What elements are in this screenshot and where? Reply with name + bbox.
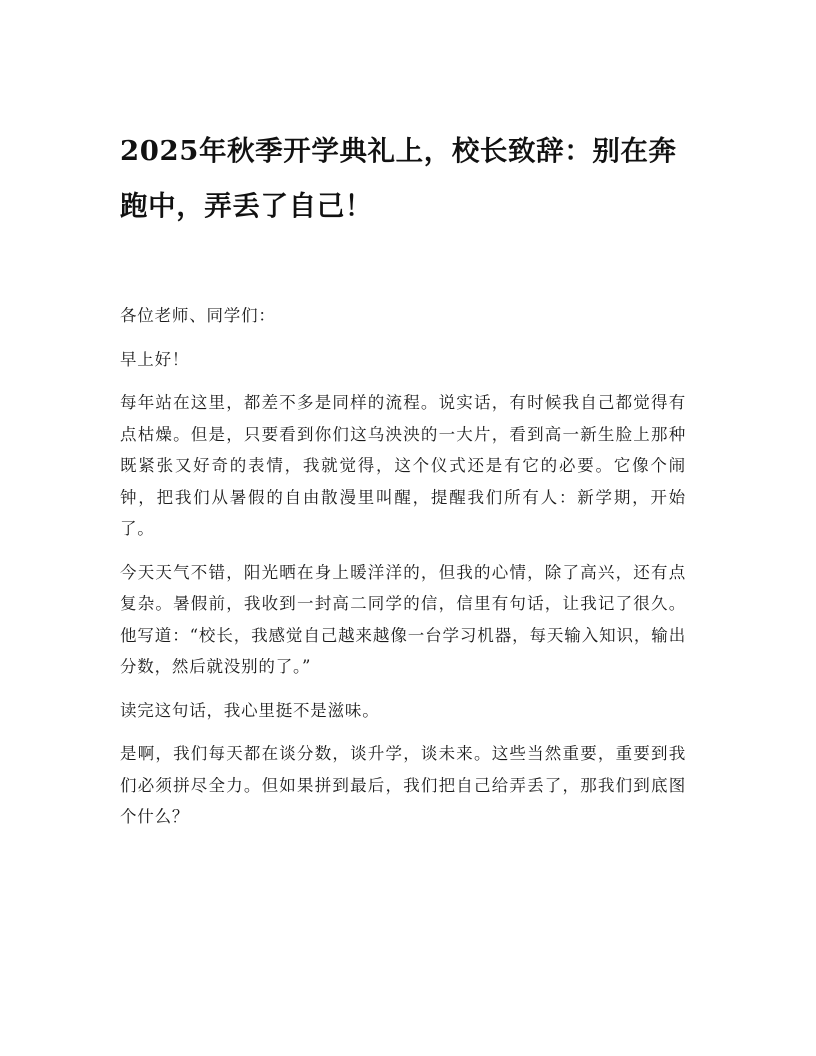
salutation: 各位老师、同学们：: [120, 306, 276, 325]
body-paragraph: 是啊，我们每天都在谈分数，谈升学，谈未来。这些当然重要，重要到我们必须拼尽全力。但如果拼到最后，我们把自己给弄丢了，那我们到底图个什么？: [120, 744, 686, 826]
document-body: [120, 300, 686, 845]
document-title: 2025年秋季开学典礼上，校长致辞：别在奔跑中，弄丢了自己！: [120, 135, 677, 222]
greeting: 早上好！: [120, 349, 190, 369]
body-paragraph: 每年站在这里，都差不多是同样的流程。说实话，有时候我自己都觉得有点枯燥。但是，只要看到你们这乌泱泱的一大片，看到高一新生脸上那种既紧张又好奇的表情，我就觉得，这个仪式还是有它的必要。它像个闹钟，把我们从暑假的自由散漫里叫醒，提醒我们所有人：新学期，开始了。: [120, 393, 686, 538]
body-paragraph: 读完这句话，我心里挺不是滋味。: [120, 700, 380, 720]
body-paragraph: 今天天气不错，阳光晒在身上暖洋洋的，但我的心情，除了高兴，还有点复杂。暑假前，我收到一封高二同学的信，信里有句话，让我记了很久。他写道：“校长，我感觉自己越来越像一台学习机器，每天输入知识，输出分数，然后就没别的了。”: [120, 562, 686, 676]
